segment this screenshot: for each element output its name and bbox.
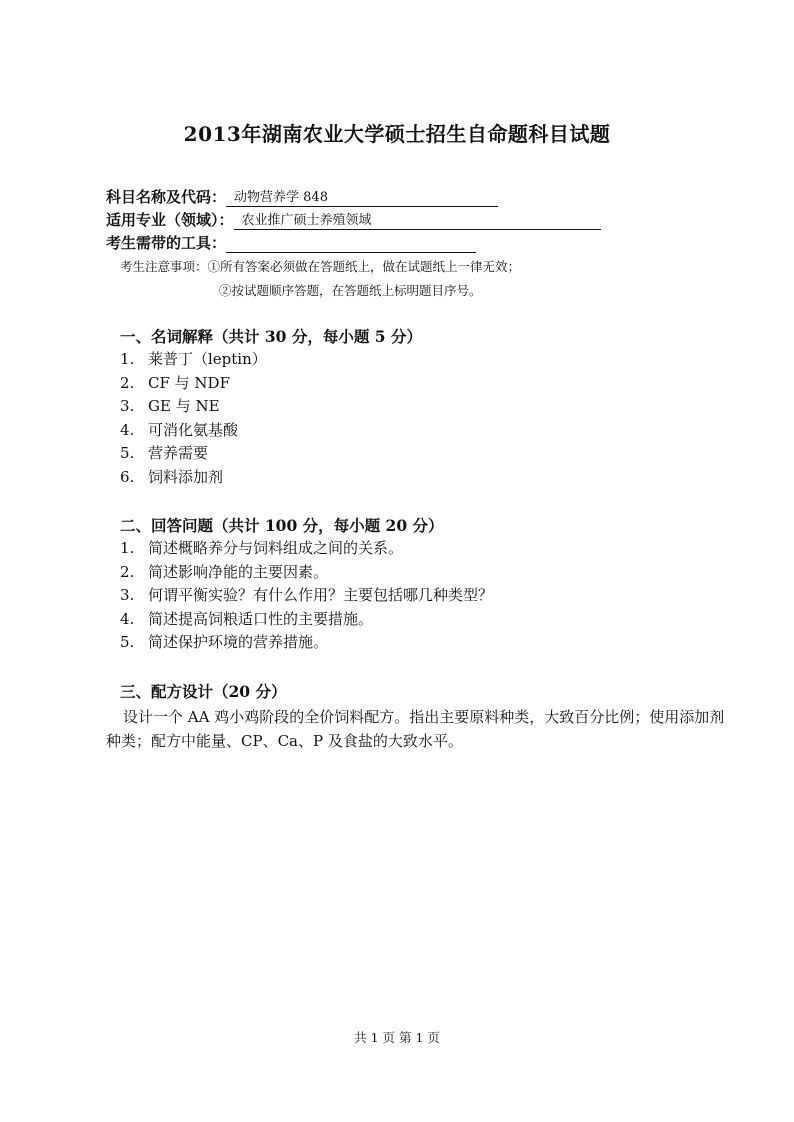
question-text: 莱普丁（leptin） [148,350,267,368]
question-item [120,372,267,396]
tools-label: 考生需带的工具： [106,234,227,252]
question-number: 4. [120,609,135,628]
question-number: 6. [120,467,135,486]
question-item [120,419,267,443]
notice-line-2: ②按试题顺序答题，在答题纸上标明题目序号。 [219,283,482,298]
question-item [120,608,493,632]
question-item [120,395,267,419]
question-item [120,561,493,585]
question-number: 1. [120,350,135,368]
notice-line-1: 考生注意事项：①所有答案必须做在答题纸上，做在试题纸上一律无效； [120,259,521,274]
question-number: 1. [120,539,135,557]
section-2-list [120,537,493,655]
page-title: 2013年湖南农业大学硕士招生自命题科目试题 [183,122,611,146]
question-item [120,537,493,561]
section-2-heading: 二、回答问题（共计 100 分，每小题 20 分） [120,516,444,535]
question-text: 简述概略养分与饲料组成之间的关系。 [148,539,404,557]
tools-row [106,232,476,253]
question-text: 何谓平衡实验？有什么作用？主要包括哪几种类型？ [148,586,494,604]
major-value: 农业推广硕士养殖领域 [234,212,601,230]
section-3-body: 设计一个 AA 鸡小鸡阶段的全价饲料配方。指出主要原料种类，大致百分比例；使用添加剂种类；配方中能量、CP、Ca、P 及食盐的大致水平。 [106,708,725,750]
section-1-heading: 一、名词解释（共计 30 分，每小题 5 分） [120,327,422,346]
question-item [120,442,267,466]
question-item [120,631,493,655]
question-text: 饲料添加剂 [148,467,224,486]
question-text: GE 与 NE [148,397,220,415]
question-item [120,348,267,372]
major-row [106,209,601,230]
question-text: CF 与 NDF [148,373,230,392]
question-text: 简述提高饲粮适口性的主要措施。 [148,609,374,628]
question-number: 5. [120,633,135,651]
question-number: 4. [120,420,135,439]
question-text: 简述保护环境的营养措施。 [148,633,329,651]
question-number: 3. [120,397,135,415]
subject-row [106,186,498,207]
question-number: 2. [120,373,135,392]
question-text: 简述影响净能的主要因素。 [148,562,329,581]
question-item [120,466,267,490]
question-number: 2. [120,562,135,581]
question-number: 5. [120,444,135,462]
question-text: 营养需要 [148,444,209,462]
section-3-heading: 三、配方设计（20 分） [120,682,287,701]
section-1-list [120,348,267,489]
page-footer: 共 1 页 第 1 页 [354,1030,440,1045]
subject-value: 动物营养学 848 [226,189,498,207]
question-number: 3. [120,586,135,604]
question-item [120,584,493,608]
major-label: 适用专业（领域）： [106,211,234,229]
subject-label: 科目名称及代码： [106,188,227,206]
tools-value [226,235,476,253]
question-text: 可消化氨基酸 [148,420,239,439]
